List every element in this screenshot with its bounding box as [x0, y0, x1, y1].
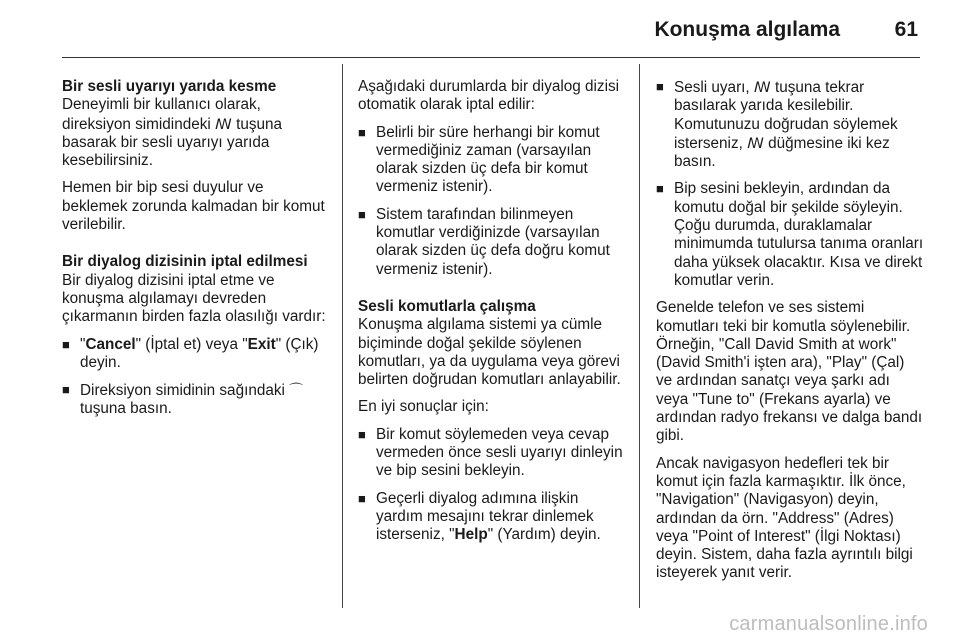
text: tuşuna basın. [80, 400, 172, 418]
talk-button-icon: ꟿ [747, 134, 764, 151]
bullet-icon: ■ [656, 181, 664, 197]
column-1 [62, 78, 332, 428]
list-item [358, 426, 626, 481]
bullet-icon: ■ [62, 336, 70, 352]
column-divider [342, 64, 343, 608]
list-item [62, 381, 332, 419]
list-item [358, 124, 626, 197]
column-2 [358, 78, 626, 554]
page-title: Konuşma algılama [654, 18, 840, 41]
list-item [358, 206, 626, 279]
text: Sesli uyarı, [674, 79, 750, 96]
keyword: Cancel [85, 335, 136, 353]
paragraph: Genelde telefon ve ses sistemi komutları teki bir komutla söylenebilir. Örneğin, "Call David Smith at work" (David Smith'i işten ara), "Play" (Çal) ve ardından sanatçı veya şarkı adı veya "Tune to" (Frekans ayarla) ve ardından radyo frekansı ve dalga bandı gibi. [656, 299, 923, 445]
text: " (Yardım) deyin. [487, 526, 601, 544]
text: " [80, 335, 86, 353]
list-item [656, 78, 924, 171]
text: Deneyimli bir kullanıcı olarak, direksiyon simidindeki [62, 96, 261, 133]
text: düğmesine iki kez basın. [674, 134, 890, 171]
list-item [62, 336, 332, 373]
section-heading: Bir sesli uyarıyı yarıda kesme [62, 78, 277, 95]
list-item [656, 180, 924, 290]
text: Belirli bir süre herhangi bir komut vermediğiniz zaman (varsayılan olarak sizden üç defa bir komut vermeniz istenir). [376, 123, 600, 196]
watermark: carmanualsonline.info [729, 613, 928, 635]
talk-button-icon: ꟿ [753, 79, 771, 95]
paragraph: Bir diyalog dizisini iptal etme ve konuşma algılamayı devreden çıkarmanın birden fazla olasılığı vardır: [62, 271, 326, 326]
column-divider [639, 64, 640, 608]
text: tuşuna tekrar basılarak yarıda kesilebilir. Komutunuzu doğrudan söylemek isterseniz, [674, 79, 898, 152]
text: Bip sesini bekleyin, ardından da komutu doğal bir şekilde söyleyin. Çoğu durumda, duraklamalar minimumda tutulursa tanıma oranları daha yüksek olacaktır. Kısa ve direkt komutlar verin. [674, 180, 924, 289]
bullet-icon: ■ [358, 490, 366, 506]
talk-button-icon: ꟿ [215, 115, 232, 132]
keyword: Help [454, 526, 488, 544]
bullet-icon: ■ [358, 426, 366, 442]
paragraph [62, 96, 332, 170]
text: " (İptal et) veya " [135, 335, 248, 353]
section-heading: Sesli komutlarla çalışma [358, 297, 536, 315]
text: Direksiyon simidinin sağındaki [80, 382, 285, 400]
column-3 [656, 78, 924, 592]
bullet-icon: ■ [358, 124, 366, 140]
list-item [358, 490, 626, 545]
paragraph: Aşağıdaki durumlarda bir diyalog dizisi otomatik olarak iptal edilir: [358, 78, 620, 114]
section-heading: Bir diyalog dizisinin iptal edilmesi [62, 253, 308, 271]
text: Geçerli diyalog adımına ilişkin yardım mesajını tekrar dinlemek isterseniz, " [376, 489, 594, 544]
page-header [62, 0, 920, 58]
bullet-icon: ■ [62, 382, 70, 398]
text: Sistem tarafından bilinmeyen komutlar verdiğinizde (varsayılan olarak sizden üç defa doğru komut vermeniz istenir). [376, 205, 610, 278]
paragraph: En iyi sonuçlar için: [358, 398, 489, 416]
paragraph: Konuşma algılama sistemi ya cümle biçiminde doğal şekilde söylenen komutları, ya da uygulama veya görevi belirten doğrudan komutları anlayabilir. [358, 316, 621, 389]
bullet-icon: ■ [656, 79, 664, 94]
paragraph: Ancak navigasyon hedefleri tek bir komut için fazla karmaşıktır. İlk önce, "Navigation" (Navigasyon) deyin, ardından da örn. "Address" (Adres) veya "Point of Interest" (İlgi Noktası) deyin. Sistem, daha fazla ayrıntılı bilgi isteyerek yanıt verir. [656, 454, 913, 582]
keyword: Exit [247, 335, 276, 353]
paragraph: Hemen bir bip sesi duyulur ve beklemek zorunda kalmadan bir komut verilebilir. [62, 179, 325, 234]
page-number: 61 [894, 18, 918, 41]
text: " (Çık) deyin. [80, 335, 319, 371]
bullet-icon: ■ [358, 206, 366, 222]
hang-up-icon: ⌒ [289, 382, 304, 399]
text: Bir komut söylemeden veya cevap vermeden önce sesli uyarıyı dinleyin ve bip sesini bekleyin. [376, 425, 623, 480]
text: tuşuna basarak bir sesli uyarıyı yarıda kesebilirsiniz. [62, 115, 283, 170]
